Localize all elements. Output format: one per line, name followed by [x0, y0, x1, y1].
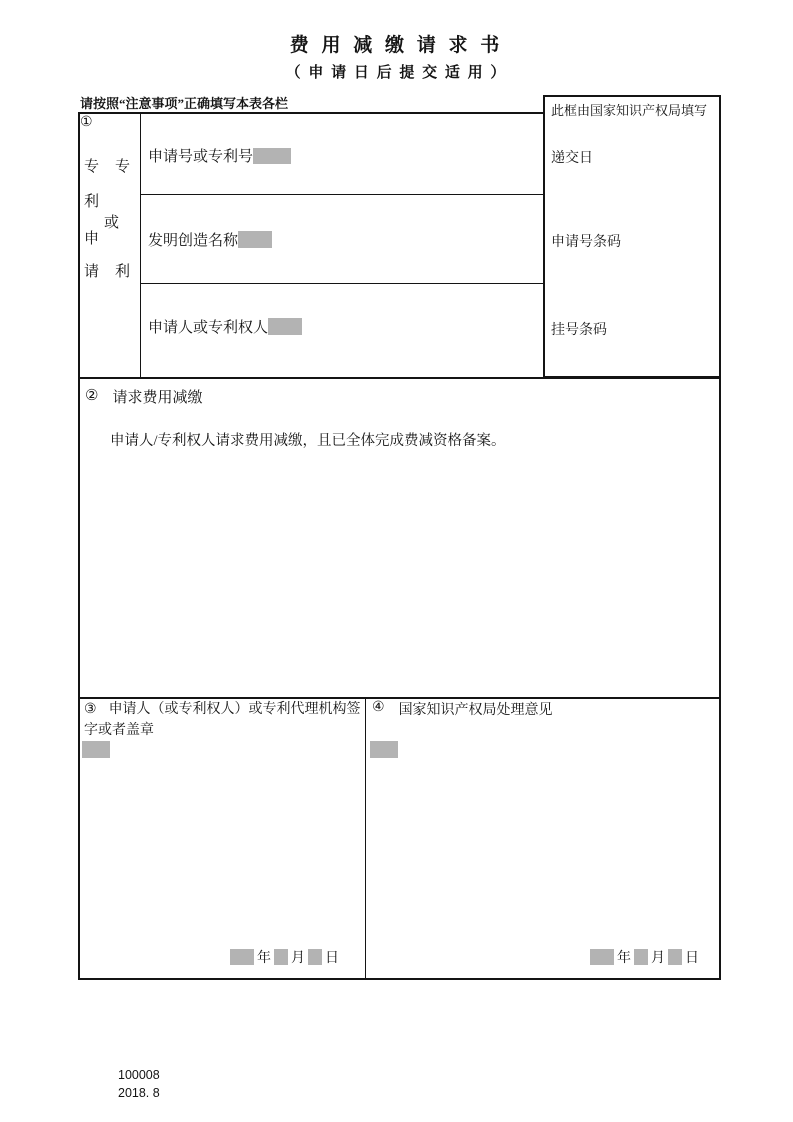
- footer: [118, 1066, 160, 1102]
- vertical-label-char: 利: [115, 264, 131, 280]
- placeholder-box: [268, 318, 302, 335]
- placeholder-box: [230, 949, 254, 965]
- placeholder-box: [82, 741, 110, 758]
- section3-number: ③: [84, 702, 97, 717]
- month-label: 月: [291, 951, 305, 966]
- placeholder-box: [634, 949, 648, 965]
- field-label: 发明创造名称: [148, 233, 239, 249]
- form-title: 费 用 减 缴 请 求 书: [289, 35, 504, 56]
- vertical-label-char: 专: [115, 159, 131, 175]
- section4-title: 国家知识产权局处理意见: [398, 703, 553, 718]
- row1-divider: [140, 194, 543, 195]
- section2-title: 请求费用减缴: [112, 390, 203, 406]
- year-label: 年: [257, 951, 271, 966]
- registration-barcode-label: 挂号条码: [551, 323, 607, 338]
- placeholder-box: [253, 148, 291, 164]
- field-label: 申请号或专利号: [148, 149, 254, 165]
- placeholder-box: [590, 949, 614, 965]
- placeholder-box: [668, 949, 682, 965]
- placeholder-box: [238, 231, 272, 248]
- vertical-label-char: 请: [84, 264, 100, 280]
- section3-date-row: [230, 947, 339, 967]
- footer-form-code: 100008: [118, 1068, 160, 1082]
- vertical-label-char-or: 或: [104, 215, 120, 231]
- form-subtitle: （ 申 请 日 后 提 交 适 用 ）: [285, 65, 508, 81]
- day-label: 日: [685, 951, 699, 966]
- field-label: 申请人或专利权人: [148, 320, 269, 336]
- vertical-label-char: 申: [84, 231, 100, 247]
- official-box-header: 此框由国家知识产权局填写: [551, 103, 708, 118]
- submit-date-label: 递交日: [551, 151, 593, 166]
- placeholder-box: [370, 741, 398, 758]
- section2-header: [85, 386, 202, 407]
- section4-number: ④: [372, 700, 385, 715]
- section4-header: [372, 699, 553, 719]
- section2-body: 申请人/专利权人请求费用减缴，且已全体完成费减资格备案。: [110, 433, 506, 449]
- section4-date-row: [590, 947, 699, 967]
- section3-title: 申请人（或专利权人）或专利代理机构签字或者盖章: [84, 702, 361, 738]
- section34-vertical-divider: [365, 697, 366, 980]
- label-column-divider: [140, 112, 141, 378]
- section1-number: ①: [80, 115, 93, 130]
- field-row-application-number: [148, 145, 291, 166]
- footer-edition: 2018. 8: [118, 1086, 160, 1100]
- year-label: 年: [617, 951, 631, 966]
- field-row-invention-title: [148, 229, 272, 250]
- day-label: 日: [325, 951, 339, 966]
- instruction-note: 请按照“注意事项”正确填写本表各栏: [80, 96, 289, 111]
- row2-divider: [140, 283, 543, 284]
- application-number-barcode-label: 申请号条码: [551, 235, 621, 250]
- placeholder-box: [308, 949, 322, 965]
- vertical-label-char: 专: [84, 159, 100, 175]
- month-label: 月: [651, 951, 665, 966]
- placeholder-box: [274, 949, 288, 965]
- section2-number: ②: [85, 388, 99, 404]
- section3-header: [84, 699, 364, 741]
- field-row-applicant: [148, 316, 302, 337]
- vertical-label-char: 利: [84, 194, 100, 210]
